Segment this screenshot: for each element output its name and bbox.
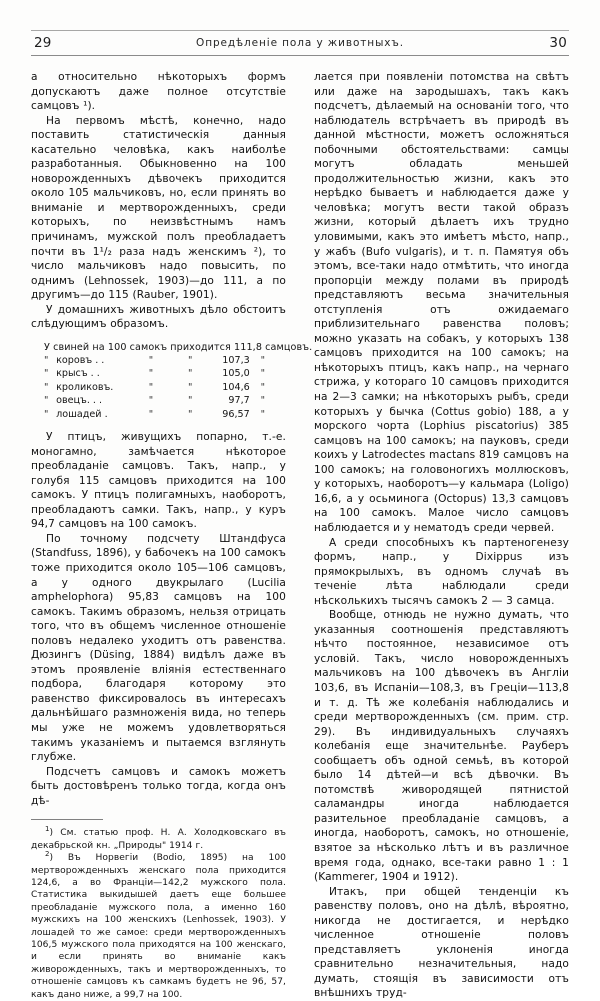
footnote-text: ) См. статью проф. Н. А. Холодковскаго въ декабрьской кн. „Природы" 1914 г. [31, 828, 286, 851]
ratio-value: 97,7 [228, 395, 250, 407]
body-columns [31, 70, 569, 1000]
ditto-mark-3: " [188, 355, 193, 367]
left-column [31, 70, 313, 1000]
page-header [31, 30, 569, 58]
ditto-mark-4: " [260, 368, 266, 380]
ditto-mark-3: " [188, 408, 193, 420]
folio-left: 29 [34, 35, 52, 51]
ditto-mark-4: " [260, 395, 266, 407]
animal-name: лошадей . [56, 408, 108, 420]
paragraph: У птицъ, живущихъ попарно, т.-е. моногамно, замѣчается нѣкоторое преобладаніе самцовъ. Такъ, напр., у голубя 115 самцовъ приходится на 100 самокъ. У птицъ полигамныхъ, наоборотъ, преобладаютъ самки. Такъ, напр., у куръ 94,7 самцовъ на 100 самокъ. [31, 431, 286, 531]
paragraph: У домашнихъ животныхъ дѣло обстоитъ слѣдующимъ образомъ. [31, 303, 286, 331]
ditto-mark-2: " [148, 408, 154, 420]
animal-name: крысъ . . [56, 368, 100, 380]
ditto-mark-4: " [260, 355, 266, 367]
ratio-value: 105,0 [222, 368, 250, 380]
footnote-text: ) Въ Норвегіи (Bodio, 1895) на 100 мертворожденныхъ женскаго пола приходится 124,6, а во Франціи—142,2 мужского пола. Статистика выкидышей даетъ еще большее преобладаніе мужского пола, а именно 160 мужскихъ на 100 женскихъ (Lenhossek, 1903). У лошадей то же самое: среди мертворожденныхъ 106,5 мужского пола приходятся на 100 женскаго, и если принять во вниманіе какъ живорожденныхъ, такъ и мертворожденныхъ, то отношеніе самцовъ къ самкамъ будетъ не 96, 57, какъ дано ниже, а 99,7 на 100. [31, 853, 286, 1000]
ditto-mark-3: " [188, 368, 193, 380]
ratio-value: 104,6 [222, 381, 250, 393]
ditto-mark-4: " [260, 381, 266, 393]
ditto-mark-3: " [188, 395, 193, 407]
right-column [314, 70, 569, 1000]
footnote-marker: 2 [45, 850, 50, 859]
paragraph: Подсчетъ самцовъ и самокъ можетъ быть достовѣренъ только тогда, когда онъ дѣ- [31, 765, 286, 807]
ratio-value: 107,3 [222, 355, 250, 367]
footnote-separator [31, 819, 103, 820]
table-row [44, 367, 276, 380]
sex-ratio-table [31, 341, 313, 421]
animal-name: овецъ. . . [56, 395, 103, 407]
ditto-mark-1: " [44, 395, 49, 407]
paragraph: По точному подсчету Штандфуса (Standfuss, 1896), у бабочекъ на 100 самокъ тоже приходится около 105—106 самцовъ, а у одного двукрылаго (Lucilia amphelophora) 95,83 самцовъ на 100 самокъ. Такимъ образомъ, нельзя отрицать того, что въ общемъ численное отношеніе половъ недалеко уходитъ отъ равенства. Дюзингъ (Düsing, 1884) видѣлъ даже въ этомъ проявленіе вліянія естественнаго подбора, благодаря которому это равенство фиксировалось въ интересахъ дальнѣйшаго размноженія вида, но теперь мы уже не можемъ удовлетворяться такимъ указаніемъ и пытаемся взглянуть глубже. [31, 532, 286, 764]
footnote-marker: 1 [45, 825, 50, 834]
ditto-mark-2: " [148, 395, 154, 407]
table-row [44, 381, 276, 394]
ditto-mark-4: " [260, 408, 266, 420]
table-lead-line: У свиней на 100 самокъ приходится 111,8 самцовъ. [44, 341, 313, 353]
running-title: Опредѣленіе пола у животныхъ. [196, 37, 404, 49]
animal-name: коровъ . . [56, 355, 105, 367]
paragraph: Итакъ, при общей тенденціи къ равенству половъ, оно на дѣлѣ, вѣроятно, никогда не достигается, и нерѣдко численное отношеніе половъ представляетъ уклоненія иногда сравнительно незначительныя, надо думать, стоящія въ зависимости отъ внѣшнихъ труд- [314, 885, 569, 1000]
header-rule-bottom [31, 55, 569, 56]
table-body [44, 354, 276, 421]
folio-right: 30 [549, 35, 567, 51]
ditto-mark-2: " [148, 355, 154, 367]
ditto-mark-1: " [44, 381, 49, 393]
animal-name: кроликовъ. [56, 381, 114, 393]
ditto-mark-2: " [148, 368, 154, 380]
ditto-mark-1: " [44, 408, 49, 420]
ditto-mark-2: " [148, 381, 154, 393]
ditto-mark-3: " [188, 381, 193, 393]
paragraph: А среди способныхъ къ партеногенезу формъ, напр., у Dixippus изъ прямокрылыхъ, въ одномъ случаѣ въ теченіе лѣта наблюдали среди нѣсколькихъ тысячъ самокъ 2 — 3 самца. [314, 536, 569, 607]
table-row [44, 408, 276, 421]
paragraph: а относительно нѣкоторыхъ формъ допускаютъ даже полное отсутствіе самцовъ ¹). [31, 71, 286, 113]
footnote [31, 852, 286, 1001]
table-row [44, 394, 276, 407]
paragraph: лается при появленіи потомства на свѣтъ или даже на зародышахъ, такъ какъ подсчетъ, дѣлаемый на основаніи того, что наблюдатель встрѣчаетъ въ природѣ въ данной мѣстности, можетъ осложняться побочными обстоятельствами: самцы могутъ обладать меньшей продолжительностью жизни, какъ это нерѣдко бываетъ и наблюдается даже у человѣка; могутъ вести такой образъ жизни, который дѣлаетъ ихъ трудно уловимыми, какъ это имѣетъ мѣсто, напр., у жабъ (Bufo vulgaris), и т. п. Памятуя объ этомъ, все-таки надо отмѣтить, что иногда пропорціи между полами въ природѣ представляютъ весьма значительныя отступленія отъ ожидаемаго приблизительнаго равенства половъ; можно указать на собакъ, у которыхъ 138 самцовъ приходится на 100 самокъ; на нѣкоторыхъ птицъ, какъ напр., на чернаго стрижа, у котораго 10 самцовъ приходится на 2—3 самки; на нѣкоторыхъ рыбъ, среди которыхъ у бычка (Cottus gobio) 188, а у морского чорта (Lophius piscatorius) 385 самцовъ на 100 самокъ; на пауковъ, среди коихъ у Latrodectes mactans 819 самцовъ на 100 самокъ; на головоногихъ моллюсковъ, у которыхъ, наоборотъ—у кальмара (Loligo) 16,6, а у осьминога (Octopus) 13,3 самцовъ на 100 самокъ. Малое число самцовъ наблюдается и у нематодъ среди червей. [314, 71, 569, 534]
ratio-value: 96,57 [222, 408, 250, 420]
paragraph: Вообще, отнюдь не нужно думать, что указанныя соотношенія представляютъ нѣчто постоянное, независимое отъ условій. Такъ, число новорожденныхъ мальчиковъ на 100 дѣвочекъ въ Англіи 103,6, въ Испаніи—108,3, въ Греціи—113,8 и т. д. Тѣ же колебанія наблюдались и среди мертворожденныхъ (см. прим. стр. 29). Въ индивидуальныхъ случаяхъ колебанія еще значительнѣе. Рауберъ сообщаетъ объ одной семьѣ, въ которой было 14 дѣтей—и всѣ дѣвочки. Въ потомствѣ живородящей пятнистой саламандры иногда наблюдается разительное преобладаніе самцовъ, а иногда, наоборотъ, самокъ, но отношеніе, взятое за нѣсколько лѣтъ и въ различное время года, однако, все-таки равно 1 : 1 (Kammerer, 1904 и 1912). [314, 609, 569, 884]
header-rule-top [31, 30, 569, 31]
paragraph: На первомъ мѣстѣ, конечно, надо поставить статистическія данныя касательно человѣка, какъ наиболѣе разработанныя. Обыкновенно на 100 новорожденныхъ дѣвочекъ приходится около 105 мальчиковъ, но, если принять во вниманіе и мертворожденныхъ, среди которыхъ, по неизвѣстнымъ намъ причинамъ, мужской полъ преобладаетъ почти въ 1¹/₂ раза надъ женскимъ ²), то число мальчиковъ надо повысить, по однимъ (Lehnossek, 1903)—до 111, а по другимъ—до 115 (Rauber, 1901). [31, 114, 286, 302]
ditto-mark-1: " [44, 355, 49, 367]
ditto-mark-1: " [44, 368, 49, 380]
table [44, 354, 276, 421]
table-row [44, 354, 276, 367]
